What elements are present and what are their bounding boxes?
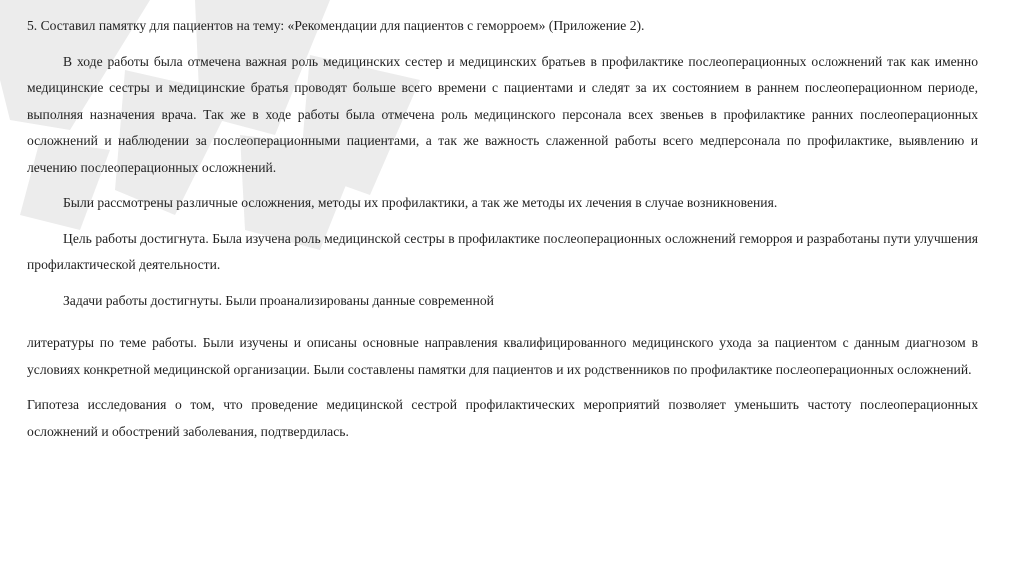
- paragraph-complications: Были рассмотрены различные осложнения, методы их профилактики, а так же методы их лечения в случае возникновения.: [63, 195, 778, 210]
- paragraph-literature: литературы по теме работы. Были изучены и описаны основные направления квалифицированного медицинского ухода за пациентом с данным диагнозом в условиях конкретной медицинской организации. Были составлены памятки для пациентов и их родственников по профилактике послеоперационных осложнений.: [27, 335, 978, 377]
- paragraph-role-of-nurses: В ходе работы была отмечена важная роль медицинских сестер и медицинских братьев в профилактике послеоперационных осложнений так как именно медицинские сестры и медицинские братья проводят больше всего времени с пациентами и следят за их состоянием в раннем послеоперационном периоде, выполняя назначения врача. Так же в ходе работы была отмечена роль медицинского персонала всех звеньев в профилактике ранних послеоперационных осложнений и наблюдении за послеоперационными пациентами, а так же важность слаженной работы всего медперсонала по профилактике, выявлению и лечению послеоперационных осложнений.: [27, 53, 978, 175]
- paragraph-hypothesis: Гипотеза исследования о том, что проведение медицинской сестрой профилактических мероприятий позволяет уменьшить частоту послеоперационных осложнений и обострений заболевания, подтвердилась.: [27, 397, 978, 439]
- paragraph-item-5-reminder: 5. Составил памятку для пациентов на тему: «Рекомендации для пациентов с геморроем» (Приложение 2).: [27, 18, 645, 33]
- paragraph-goal: Цель работы достигнута. Была изучена роль медицинской сестры в профилактике послеоперационных осложнений геморроя и разработаны пути улучшения профилактической деятельности.: [27, 230, 978, 272]
- document-text: [27, 13, 978, 454]
- paragraph-tasks: Задачи работы достигнуты. Были проанализированы данные современной: [63, 292, 494, 308]
